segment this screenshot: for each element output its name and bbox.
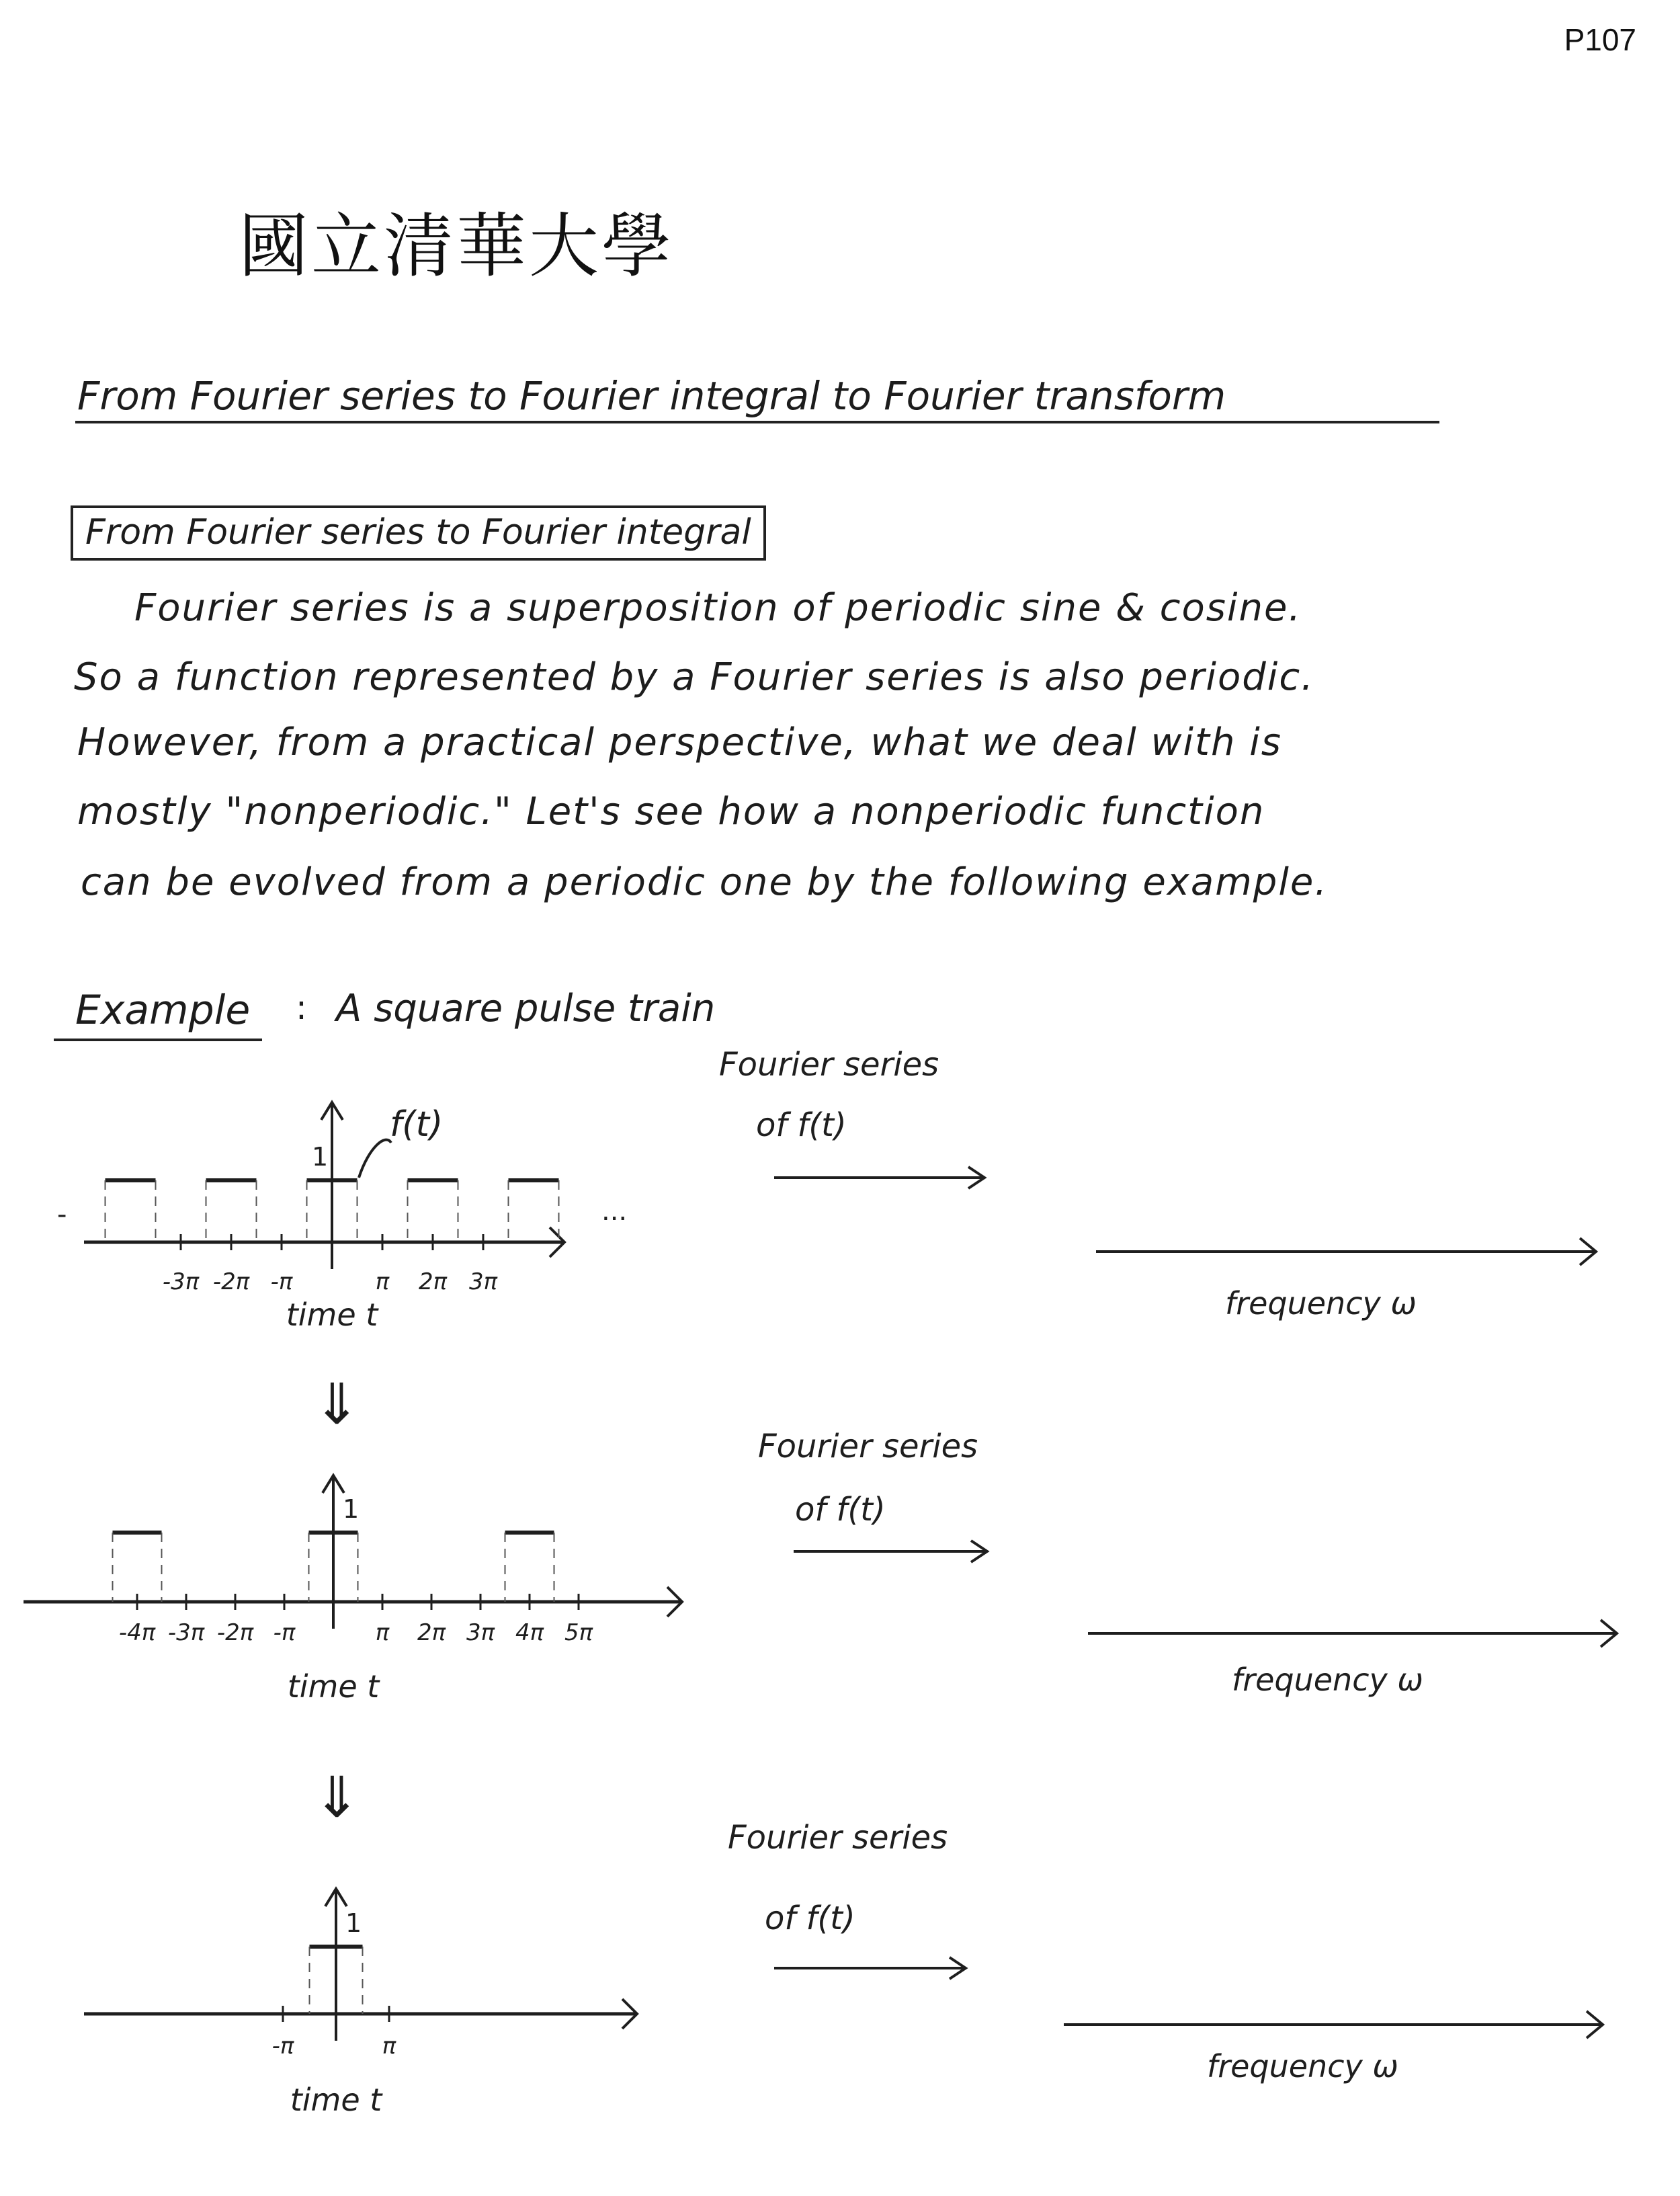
tick-label: 2π — [418, 1268, 448, 1295]
university-logo-text: 國立清華大學 — [239, 205, 675, 287]
transform-label: Fourier series — [719, 1046, 939, 1084]
paragraph-line: However, from a practical perspective, what we deal with is — [77, 721, 1282, 764]
amplitude-label: 1 — [312, 1142, 329, 1172]
tick-label: π — [382, 2033, 396, 2060]
ellipsis-right: ... — [601, 1196, 628, 1227]
function-label-pointer — [359, 1140, 391, 1178]
tick-label: -π — [273, 1619, 296, 1646]
tick-label: -π — [270, 1268, 293, 1295]
tick-label: 3π — [468, 1268, 498, 1295]
example-colon: : — [296, 988, 307, 1027]
tick-label: 4π — [515, 1619, 544, 1646]
paragraph-line: mostly "nonperiodic." Let's see how a nonperiodic function — [77, 790, 1265, 833]
frequency-axis-label: frequency ω — [1207, 2048, 1398, 2084]
tick-label: π — [375, 1619, 390, 1646]
down-arrow-icon: ⇓ — [313, 1371, 361, 1437]
tick-label: -π — [271, 2033, 294, 2060]
section-heading-box: From Fourier series to Fourier integral — [71, 505, 766, 561]
time-axis-label: time t — [287, 1668, 380, 1705]
tick-label: -2π — [212, 1268, 250, 1295]
tick-label: 5π — [564, 1619, 593, 1646]
paragraph-line: can be evolved from a periodic one by the following example. — [81, 860, 1329, 904]
transform-label: of f(t) — [756, 1106, 847, 1144]
tick-label: -3π — [167, 1619, 205, 1646]
frequency-axis-label: frequency ω — [1232, 1662, 1423, 1698]
ellipsis-left: - — [57, 1199, 67, 1230]
function-label: f(t) — [390, 1104, 444, 1145]
page-number: P107 — [1564, 22, 1636, 57]
example-label: Example — [75, 987, 251, 1034]
down-arrow-icon: ⇓ — [313, 1764, 361, 1830]
time-axis-label: time t — [286, 1297, 378, 1333]
transform-label: of f(t) — [795, 1491, 886, 1529]
frequency-axis-label: frequency ω — [1225, 1285, 1417, 1321]
page-title: From Fourier series to Fourier integral to Fourier transform — [77, 373, 1226, 419]
tick-label: π — [375, 1268, 390, 1295]
paragraph-line: Fourier series is a superposition of periodic sine & cosine. — [134, 586, 1302, 630]
time-axis-label: time t — [290, 2082, 382, 2118]
amplitude-label: 1 — [345, 1908, 362, 1938]
tick-label: -4π — [118, 1619, 156, 1646]
amplitude-label: 1 — [343, 1494, 360, 1524]
tick-label: 2π — [417, 1619, 446, 1646]
tick-label: 3π — [466, 1619, 495, 1646]
example-description: A square pulse train — [336, 987, 716, 1030]
paragraph-line: So a function represented by a Fourier series is also periodic. — [74, 655, 1314, 699]
transform-label: Fourier series — [728, 1819, 948, 1857]
transform-label: of f(t) — [765, 1900, 855, 1937]
tick-label: -2π — [216, 1619, 254, 1646]
transform-label: Fourier series — [758, 1428, 978, 1465]
tick-label: -3π — [162, 1268, 200, 1295]
